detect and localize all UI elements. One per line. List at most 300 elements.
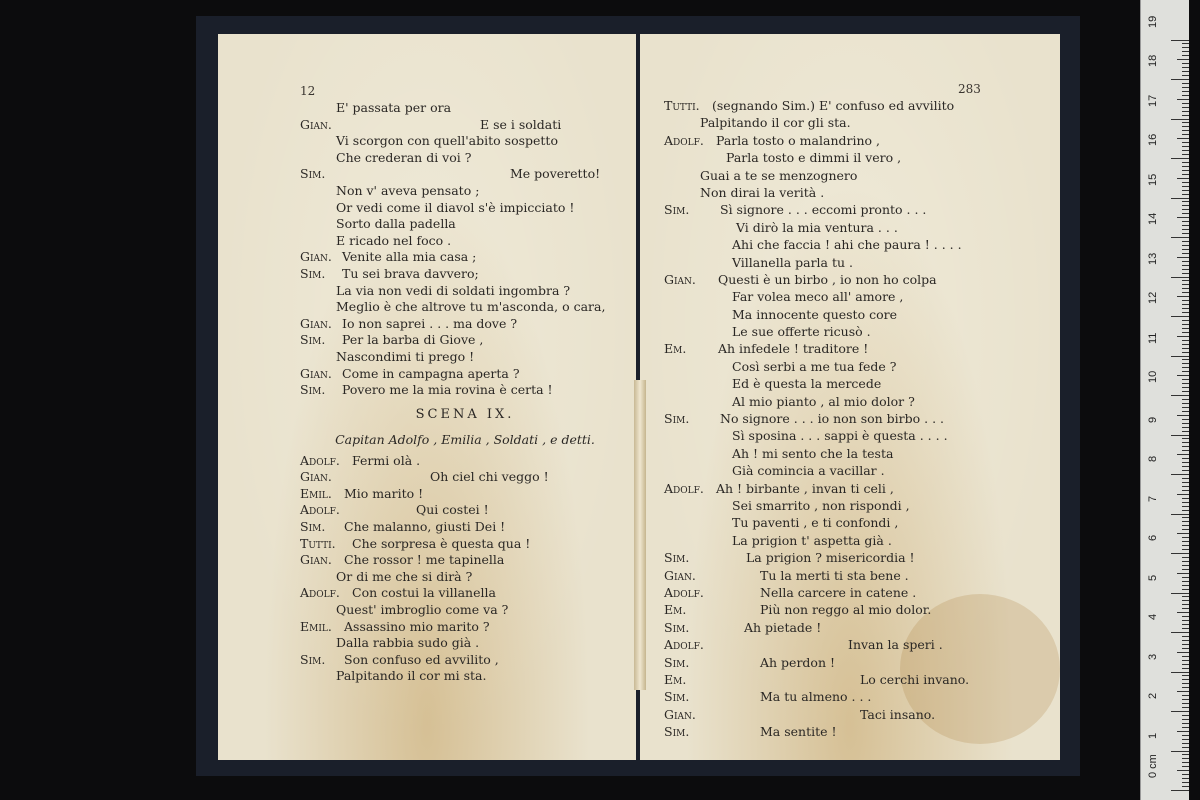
verse-text: Ahi che faccia ! ahi che paura ! . . . . (732, 237, 962, 253)
speaker-label: Sim. (664, 411, 690, 427)
ruler-minor-tick (1182, 292, 1189, 293)
ruler-minor-tick (1182, 525, 1189, 526)
speaker-label: Gian. (300, 116, 332, 132)
verse-text: Ma tu almeno . . . (760, 689, 872, 705)
ruler-minor-tick (1182, 766, 1189, 767)
verse-line (664, 358, 1044, 375)
verse-line (664, 480, 1044, 497)
ruler-minor-tick (1182, 427, 1189, 428)
verse-line (664, 427, 1044, 444)
speaker-label: Gian. (664, 706, 696, 722)
verse-line (300, 150, 630, 167)
ruler-label: 15 (1147, 173, 1159, 186)
verse-line (300, 233, 630, 250)
verse-line (300, 635, 630, 652)
ruler-minor-tick (1182, 600, 1189, 601)
ruler-minor-tick (1182, 620, 1189, 621)
ruler-minor-tick (1182, 83, 1189, 84)
ruler-tick (1171, 158, 1189, 159)
ruler-tick (1171, 632, 1189, 633)
ruler-minor-tick (1182, 478, 1189, 479)
verse-text: Che crederan di voi ? (336, 149, 472, 165)
ruler-minor-tick (1182, 450, 1189, 451)
ruler-minor-tick (1182, 442, 1189, 443)
ruler-minor-tick (1182, 431, 1189, 432)
ruler-minor-tick (1182, 521, 1189, 522)
verse-line (300, 100, 630, 117)
verse-line (300, 117, 630, 134)
ruler-minor-tick (1182, 668, 1189, 669)
ruler-label: 5 (1147, 574, 1159, 581)
verse-line (300, 569, 630, 586)
verse-line (664, 462, 1044, 479)
ruler-minor-tick (1177, 533, 1189, 534)
ruler-minor-tick (1182, 747, 1189, 748)
ruler-minor-tick (1182, 221, 1189, 222)
speaker-label: Adolf. (664, 132, 704, 148)
ruler-minor-tick (1182, 687, 1189, 688)
ruler-tick (1171, 356, 1189, 357)
verse-text: Non v' aveva pensato ; (336, 182, 480, 198)
verse-text: Povero me la mia rovina è certa ! (342, 382, 553, 398)
speaker-label: Em. (664, 671, 687, 687)
ruler-minor-tick (1182, 63, 1189, 64)
ruler-minor-tick (1177, 217, 1189, 218)
speaker-label: Adolf. (664, 637, 704, 653)
ruler-minor-tick (1182, 537, 1189, 538)
ruler-minor-tick (1182, 213, 1189, 214)
verse-text: Nascondimi ti prego ! (336, 348, 475, 364)
right-page-number: 283 (958, 82, 981, 96)
verse-text: Palpitando il cor gli sta. (700, 115, 851, 131)
verse-line (664, 288, 1044, 305)
speaker-label: Sim. (664, 689, 690, 705)
ruler-minor-tick (1182, 585, 1189, 586)
verse-text: Ah pietade ! (744, 619, 822, 635)
verse-line (300, 166, 630, 183)
verse-text: Fermi olà . (352, 452, 421, 468)
ruler-minor-tick (1182, 300, 1189, 301)
verse-line (664, 445, 1044, 462)
ruler-minor-tick (1182, 754, 1189, 755)
verse-text: Son confuso ed avvilito , (344, 651, 499, 667)
speaker-label: Gian. (664, 271, 696, 287)
ruler-minor-tick (1182, 624, 1189, 625)
ruler-minor-tick (1182, 438, 1189, 439)
ruler-minor-tick (1182, 679, 1189, 680)
verse-line (300, 519, 630, 536)
ruler-minor-tick (1182, 608, 1189, 609)
speaker-label: Adolf. (300, 585, 340, 601)
ruler-minor-tick (1177, 494, 1189, 495)
ruler-minor-tick (1182, 166, 1189, 167)
left-dialogue-block (300, 100, 630, 399)
ruler-minor-tick (1182, 596, 1189, 597)
verse-line (664, 167, 1044, 184)
verse-text: Guai a te se menzognero (700, 167, 858, 183)
ruler-minor-tick (1177, 375, 1189, 376)
ruler-minor-tick (1182, 616, 1189, 617)
ruler-minor-tick (1182, 719, 1189, 720)
verse-text: Non dirai la verità . (700, 184, 825, 200)
verse-line (664, 254, 1044, 271)
verse-text: Vi scorgon con quell'abito sospetto (336, 133, 558, 149)
verse-text: Or vedi come il diavol s'è impicciato ! (336, 199, 575, 215)
ruler-minor-tick (1182, 95, 1189, 96)
ruler-minor-tick (1182, 699, 1189, 700)
verse-text: Questi è un birbo , io non ho colpa (718, 271, 937, 287)
verse-text: E se i soldati (480, 116, 562, 132)
verse-text: Palpitando il cor mi sta. (336, 668, 487, 684)
verse-text: Sorto dalla padella (336, 216, 456, 232)
verse-line (664, 549, 1044, 566)
ruler-minor-tick (1182, 201, 1189, 202)
verse-line (300, 486, 630, 503)
verse-line (664, 375, 1044, 392)
ruler-minor-tick (1182, 142, 1189, 143)
verse-line (300, 552, 630, 569)
verse-line (300, 585, 630, 602)
ruler-minor-tick (1182, 284, 1189, 285)
speaker-label: Sim. (300, 382, 326, 398)
ruler-minor-tick (1182, 561, 1189, 562)
ruler-minor-tick (1182, 762, 1189, 763)
speaker-label: Em. (664, 341, 687, 357)
ruler-minor-tick (1182, 225, 1189, 226)
ruler-minor-tick (1182, 660, 1189, 661)
ruler-minor-tick (1177, 573, 1189, 574)
ruler-minor-tick (1182, 130, 1189, 131)
ruler-minor-tick (1182, 656, 1189, 657)
verse-text: Oh ciel chi veggo ! (430, 469, 549, 485)
ruler-minor-tick (1177, 612, 1189, 613)
ruler-minor-tick (1182, 363, 1189, 364)
ruler-label: 1 (1147, 732, 1159, 739)
ruler-tick (1171, 593, 1189, 594)
verse-text: Come in campagna aperta ? (342, 365, 520, 381)
verse-text: Al mio pianto , al mio dolor ? (732, 393, 915, 409)
verse-text: La prigion ? misericordia ! (746, 550, 915, 566)
verse-text: Sì sposina . . . sappi è questa . . . . (732, 428, 948, 444)
ruler-minor-tick (1182, 675, 1189, 676)
ruler-tick (1171, 395, 1189, 396)
verse-line (300, 453, 630, 470)
ruler-minor-tick (1182, 387, 1189, 388)
speaker-label: Gian. (300, 365, 332, 381)
verse-text: E' passata per ora (336, 100, 452, 115)
ruler-label: 3 (1147, 653, 1159, 660)
ruler-label: 14 (1147, 213, 1159, 226)
verse-line (664, 410, 1044, 427)
verse-text: Ah perdon ! (760, 654, 835, 670)
ruler-minor-tick (1182, 308, 1189, 309)
ruler-minor-tick (1182, 581, 1189, 582)
verse-text: Tu sei brava davvero; (342, 265, 479, 281)
ruler-label: 9 (1147, 416, 1159, 423)
verse-text: Con costui la villanella (352, 585, 496, 601)
left-page-number: 12 (300, 84, 316, 98)
verse-line (300, 619, 630, 636)
ruler-minor-tick (1182, 569, 1189, 570)
ruler-label: 4 (1147, 614, 1159, 621)
ruler-minor-tick (1182, 541, 1189, 542)
speaker-label: Tutti. (664, 98, 700, 113)
verse-text: Per la barba di Giove , (342, 332, 484, 348)
ruler-minor-tick (1182, 150, 1189, 151)
verse-line (664, 323, 1044, 340)
ruler-minor-tick (1182, 703, 1189, 704)
verse-line (300, 316, 630, 333)
ruler-minor-tick (1182, 529, 1189, 530)
scene-heading: SCENA IX. (415, 406, 515, 422)
ruler-minor-tick (1182, 288, 1189, 289)
ruler-minor-tick (1182, 103, 1189, 104)
ruler-label: 8 (1147, 456, 1159, 463)
ruler-minor-tick (1182, 683, 1189, 684)
ruler-minor-tick (1182, 134, 1189, 135)
verse-text: Ma innocente questo core (732, 306, 897, 322)
ruler-minor-tick (1182, 589, 1189, 590)
verse-line (300, 183, 630, 200)
ruler-minor-tick (1182, 280, 1189, 281)
ruler-minor-tick (1177, 731, 1189, 732)
speaker-label: Sim. (300, 166, 326, 182)
ruler-tick (1171, 79, 1189, 80)
verse-text: Lo cerchi invano. (860, 671, 970, 687)
ruler-minor-tick (1182, 758, 1189, 759)
ruler-minor-tick (1182, 115, 1189, 116)
ruler-tick (1171, 316, 1189, 317)
ruler-minor-tick (1182, 229, 1189, 230)
speaker-label: Sim. (664, 724, 690, 740)
ruler-minor-tick (1182, 340, 1189, 341)
verse-text: Ah infedele ! traditore ! (718, 341, 869, 357)
verse-line (300, 266, 630, 283)
right-text-column (664, 97, 1044, 740)
ruler-minor-tick (1177, 138, 1189, 139)
ruler-minor-tick (1182, 446, 1189, 447)
ruler-minor-tick (1182, 233, 1189, 234)
verse-line (664, 671, 1044, 688)
verse-line (664, 340, 1044, 357)
verse-line (300, 469, 630, 486)
ruler-minor-tick (1182, 486, 1189, 487)
verse-text: Parla tosto o malandrino , (716, 132, 880, 148)
ruler-minor-tick (1182, 194, 1189, 195)
verse-text: Che sorpresa è questa qua ! (352, 535, 531, 551)
ruler-label: 0 cm (1147, 754, 1159, 779)
verse-text: Ah ! mi sento che la testa (732, 445, 894, 461)
ruler-minor-tick (1182, 723, 1189, 724)
ruler-minor-tick (1177, 454, 1189, 455)
ruler-minor-tick (1177, 99, 1189, 100)
verse-line (300, 133, 630, 150)
measurement-ruler (1140, 0, 1189, 800)
ruler-minor-tick (1182, 182, 1189, 183)
ruler-minor-tick (1182, 545, 1189, 546)
verse-line (664, 567, 1044, 584)
ruler-minor-tick (1177, 178, 1189, 179)
ruler-minor-tick (1182, 352, 1189, 353)
ruler-tick (1171, 40, 1189, 41)
verse-line (664, 723, 1044, 740)
verse-line (300, 382, 630, 399)
speaker-label: Adolf. (300, 452, 340, 468)
ruler-minor-tick (1177, 652, 1189, 653)
ruler-minor-tick (1182, 517, 1189, 518)
ruler-label: 10 (1147, 371, 1159, 384)
verse-line (664, 132, 1044, 149)
speaker-label: Emil. (300, 618, 332, 634)
verse-line (664, 306, 1044, 323)
ruler-minor-tick (1182, 743, 1189, 744)
verse-text: No signore . . . io non son birbo . . . (720, 411, 945, 427)
verse-text: Villanella parla tu . (732, 254, 853, 270)
ruler-minor-tick (1182, 87, 1189, 88)
ruler-minor-tick (1182, 245, 1189, 246)
ruler-minor-tick (1182, 75, 1189, 76)
ruler-minor-tick (1182, 482, 1189, 483)
verse-text: Ed è questa la mercede (732, 376, 882, 392)
verse-line (664, 393, 1044, 410)
ruler-minor-tick (1182, 371, 1189, 372)
ruler-minor-tick (1182, 648, 1189, 649)
speaker-label: Adolf. (664, 584, 704, 600)
speaker-label: Sim. (300, 265, 326, 281)
ruler-minor-tick (1182, 470, 1189, 471)
ruler-tick (1171, 790, 1189, 791)
speaker-label: Sim. (300, 332, 326, 348)
verse-line (664, 97, 1044, 114)
ruler-minor-tick (1182, 715, 1189, 716)
ruler-minor-tick (1182, 557, 1189, 558)
verse-text: Quest' imbroglio come va ? (336, 602, 509, 618)
verse-line (664, 619, 1044, 636)
verse-line (664, 184, 1044, 201)
ruler-tick (1171, 237, 1189, 238)
speaker-label: Sim. (300, 651, 326, 667)
ruler-minor-tick (1182, 506, 1189, 507)
ruler-minor-tick (1182, 423, 1189, 424)
verse-text: Mio marito ! (344, 485, 424, 501)
speaker-label: Gian. (300, 249, 332, 265)
verse-text: Che malanno, giusti Dei ! (344, 519, 506, 535)
ruler-minor-tick (1182, 312, 1189, 313)
verse-text: Vi dirò la mia ventura . . . (736, 219, 898, 235)
verse-line (300, 249, 630, 266)
ruler-minor-tick (1182, 261, 1189, 262)
ruler-tick (1171, 514, 1189, 515)
ruler-minor-tick (1177, 770, 1189, 771)
ruler-minor-tick (1182, 265, 1189, 266)
verse-text: La prigion t' aspetta già . (732, 532, 892, 548)
speaker-label: Sim. (664, 654, 690, 670)
speaker-label: Emil. (300, 485, 332, 501)
ruler-minor-tick (1182, 122, 1189, 123)
ruler-minor-tick (1182, 71, 1189, 72)
ruler-minor-tick (1177, 336, 1189, 337)
ruler-minor-tick (1182, 695, 1189, 696)
ruler-minor-tick (1177, 257, 1189, 258)
ruler-minor-tick (1182, 549, 1189, 550)
ruler-minor-tick (1182, 190, 1189, 191)
ruler-minor-tick (1182, 55, 1189, 56)
ruler-minor-tick (1182, 67, 1189, 68)
verse-line (664, 236, 1044, 253)
ruler-minor-tick (1177, 415, 1189, 416)
verse-text: Me poveretto! (510, 166, 601, 182)
verse-line (664, 149, 1044, 166)
ruler-minor-tick (1182, 510, 1189, 511)
speaker-label: Em. (664, 602, 687, 618)
verse-line (300, 602, 630, 619)
speaker-label: Gian. (664, 567, 696, 583)
ruler-minor-tick (1177, 296, 1189, 297)
ruler-minor-tick (1182, 107, 1189, 108)
ruler-minor-tick (1182, 786, 1189, 787)
verse-line (300, 200, 630, 217)
verse-text: Parla tosto e dimmi il vero , (726, 150, 902, 166)
verse-line (664, 654, 1044, 671)
verse-text: Tu paventi , e ti confondi , (732, 515, 899, 531)
ruler-tick (1171, 553, 1189, 554)
verse-line (664, 601, 1044, 618)
verse-line (300, 668, 630, 685)
ruler-minor-tick (1182, 735, 1189, 736)
ruler-minor-tick (1182, 154, 1189, 155)
ruler-minor-tick (1182, 249, 1189, 250)
ruler-label: 2 (1147, 693, 1159, 700)
speaker-label: Sim. (664, 619, 690, 635)
ruler-minor-tick (1182, 707, 1189, 708)
ruler-minor-tick (1182, 209, 1189, 210)
ruler-minor-tick (1182, 419, 1189, 420)
ruler-tick (1171, 474, 1189, 475)
ruler-minor-tick (1182, 628, 1189, 629)
speaker-label: Sim. (664, 202, 690, 218)
verse-text: Meglio è che altrove tu m'asconda, o cara, (336, 299, 606, 315)
speaker-label: Tutti. (300, 535, 336, 551)
verse-text: (segnando Sim.) E' confuso ed avvilito (712, 98, 955, 113)
ruler-tick (1171, 198, 1189, 199)
verse-text: Ma sentite ! (760, 724, 837, 740)
speaker-label: Sim. (664, 550, 690, 566)
ruler-minor-tick (1182, 111, 1189, 112)
left-dialogue-block-2 (300, 453, 630, 685)
verse-text: Far volea meco all' amore , (732, 289, 904, 305)
right-dialogue-block (664, 97, 1044, 740)
ruler-minor-tick (1182, 162, 1189, 163)
ruler-minor-tick (1182, 782, 1189, 783)
ruler-minor-tick (1182, 644, 1189, 645)
verse-line (664, 532, 1044, 549)
verse-line (664, 497, 1044, 514)
ruler-tick (1171, 277, 1189, 278)
verse-line (664, 706, 1044, 723)
ruler-minor-tick (1182, 636, 1189, 637)
speaker-label: Gian. (300, 469, 332, 485)
left-text-column (300, 100, 630, 685)
ruler-minor-tick (1182, 577, 1189, 578)
verse-text: Or di me che si dirà ? (336, 568, 473, 584)
ruler-minor-tick (1182, 411, 1189, 412)
ruler-minor-tick (1182, 466, 1189, 467)
ruler-minor-tick (1182, 51, 1189, 52)
verse-line (664, 688, 1044, 705)
ruler-tick (1171, 119, 1189, 120)
verse-line (300, 536, 630, 553)
verse-line (664, 514, 1044, 531)
